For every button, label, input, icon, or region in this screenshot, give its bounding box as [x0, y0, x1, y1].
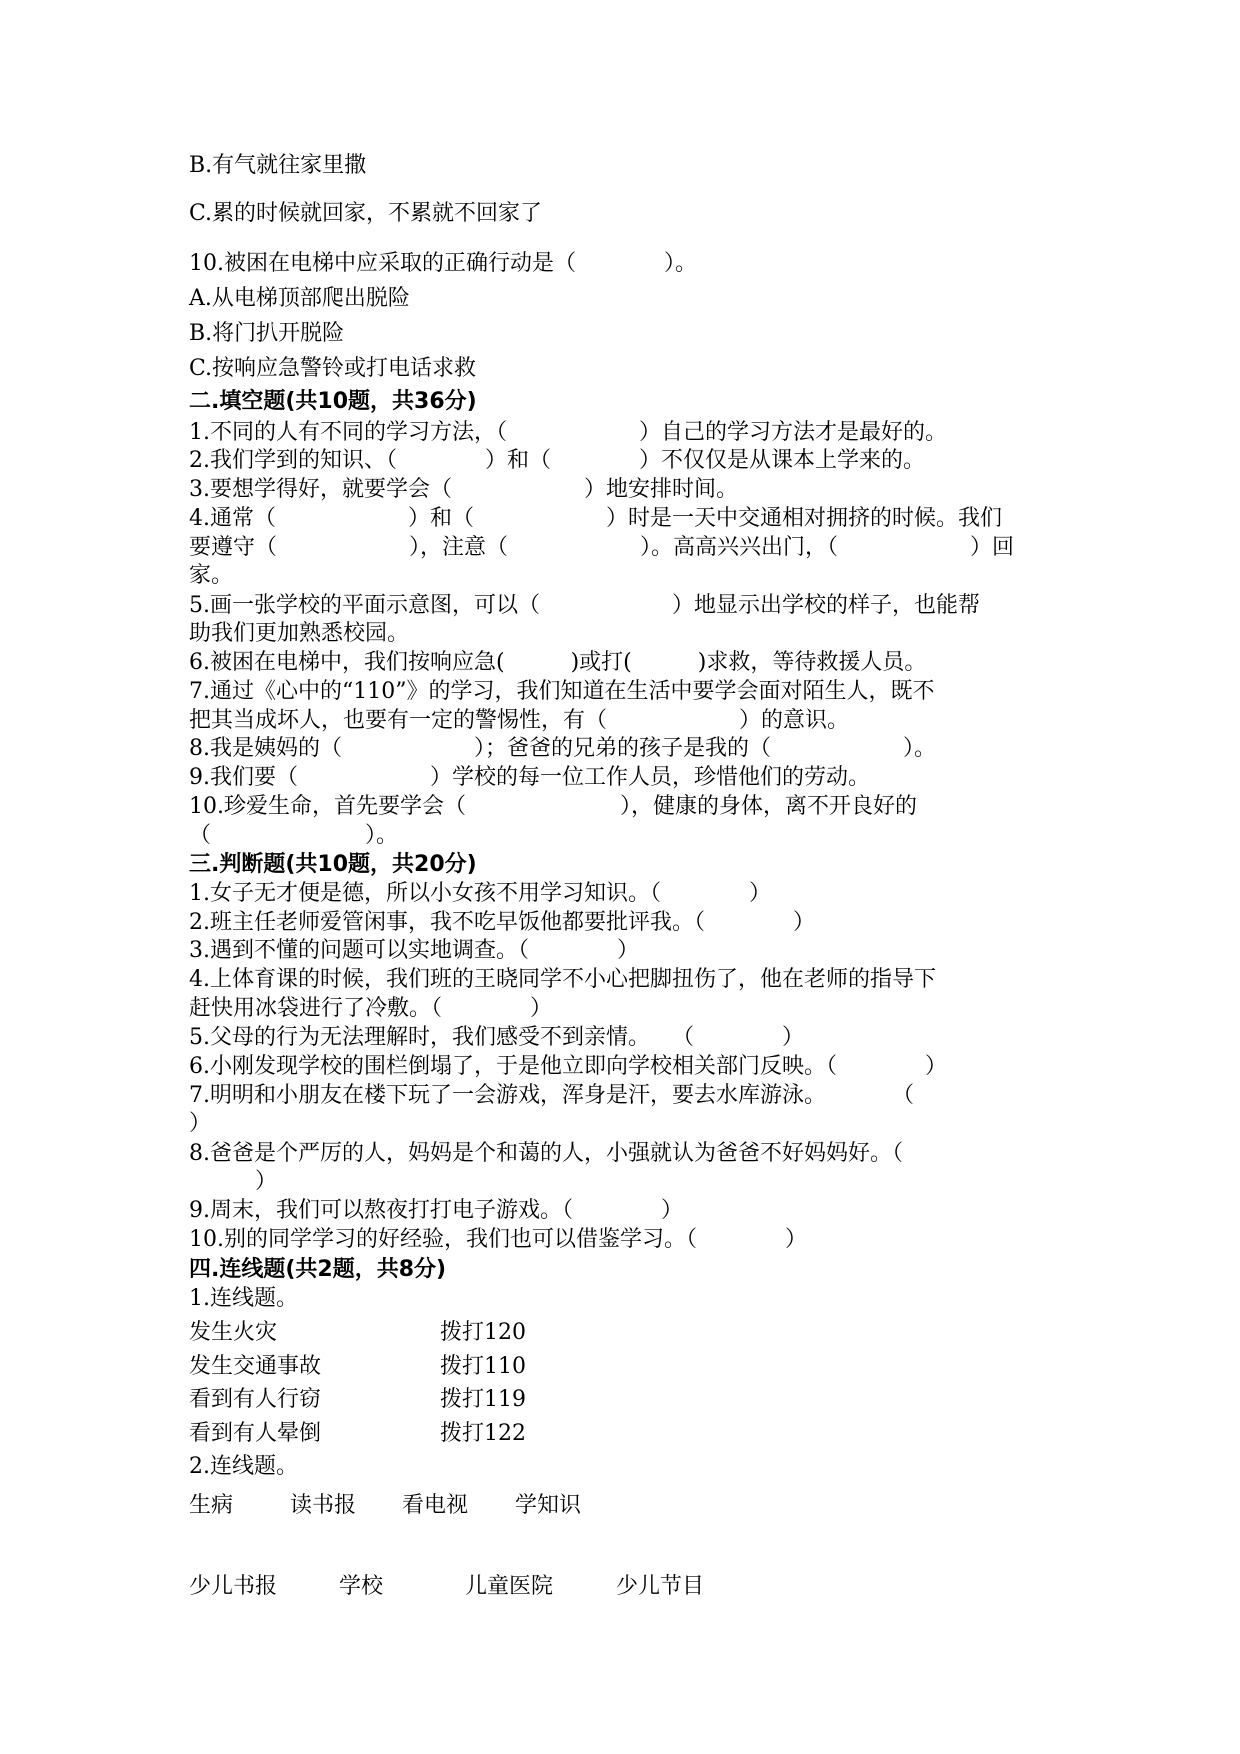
fill-line: 要遵守（ ），注意（ ）。高高兴兴出门，（ ）回 — [189, 535, 1015, 560]
match1-left-item: 发生交通事故 — [189, 1354, 322, 1379]
match2-bottom-item: 少儿书报 — [189, 1574, 278, 1599]
section-heading-fill-blank: 二.填空题(共10题，共36分) — [189, 389, 477, 414]
match1-left-item: 看到有人行窃 — [189, 1387, 322, 1412]
judge-line: 7.明明和小朋友在楼下玩了一会游戏，浑身是汗，要去水库游泳。 （ — [189, 1083, 914, 1108]
match1-left-item: 发生火灾 — [189, 1320, 278, 1345]
fill-line: 把其当成坏人，也要有一定的警惕性，有（ ）的意识。 — [189, 708, 850, 733]
q9-option-b: B.有气就往家里撒 — [189, 153, 367, 178]
fill-line: 7.通过《心中的“110”》的学习，我们知道在生活中要学会面对陌生人，既不 — [189, 679, 935, 704]
match2-stem: 2.连线题。 — [189, 1454, 298, 1479]
judge-line: 6.小刚发现学校的围栏倒塌了，于是他立即向学校相关部门反映。（ ） — [189, 1054, 947, 1079]
judge-line: 9.周末，我们可以熬夜打打电子游戏。（ ） — [189, 1198, 683, 1223]
match2-top-item: 生病 — [189, 1493, 234, 1518]
fill-line: 9.我们要（ ）学校的每一位工作人员，珍惜他们的劳动。 — [189, 765, 870, 790]
match1-right-item: 拨打110 — [440, 1354, 526, 1379]
fill-line: 2.我们学到的知识、（ ）和（ ）不仅仅是从课本上学来的。 — [189, 448, 925, 473]
fill-line: 5.画一张学校的平面示意图，可以（ ）地显示出学校的样子，也能帮 — [189, 593, 980, 618]
q9-option-c: C.累的时候就回家，不累就不回家了 — [189, 201, 543, 226]
judge-line: 5.父母的行为无法理解时，我们感受不到亲情。 （ ） — [189, 1025, 804, 1050]
q10-option-a: A.从电梯顶部爬出脱险 — [189, 286, 410, 311]
match1-right-item: 拨打119 — [440, 1387, 526, 1412]
judge-line: 2.班主任老师爱管闲事，我不吃早饭他都要批评我。（ ） — [189, 910, 815, 935]
match1-stem: 1.连线题。 — [189, 1286, 298, 1311]
judge-line: 3.遇到不懂的问题可以实地调查。（ ） — [189, 938, 639, 963]
judge-line: 8.爸爸是个严厉的人，妈妈是个和蔼的人，小强就认为爸爸不好妈妈好。（ — [189, 1141, 903, 1166]
fill-line: 10.珍爱生命，首先要学会（ ），健康的身体，离不开良好的 — [189, 794, 917, 819]
fill-line: 8.我是姨妈的（ ）；爸爸的兄弟的孩子是我的（ ）。 — [189, 736, 936, 761]
q10-option-c: C.按响应急警铃或打电话求救 — [189, 356, 477, 381]
fill-line: 家。 — [189, 563, 234, 588]
match1-right-item: 拨打120 — [440, 1320, 526, 1345]
section-heading-matching: 四.连线题(共2题，共8分) — [189, 1257, 447, 1282]
judge-line: ） — [189, 1169, 278, 1194]
judge-line: 10.别的同学学习的好经验，我们也可以借鉴学习。（ ） — [189, 1227, 807, 1252]
judge-line: ） — [189, 1111, 212, 1136]
match1-left-item: 看到有人晕倒 — [189, 1421, 322, 1446]
fill-line: 6.被困在电梯中，我们按响应急( )或打( )求救，等待救援人员。 — [189, 650, 927, 675]
q10-stem: 10.被困在电梯中应采取的正确行动是（ ）。 — [189, 251, 697, 276]
judge-line: 赶快用冰袋进行了冷敷。（ ） — [189, 996, 553, 1021]
match2-bottom-item: 少儿节目 — [616, 1574, 705, 1599]
judge-line: 4.上体育课的时候，我们班的王晓同学不小心把脚扭伤了，他在老师的指导下 — [189, 967, 936, 992]
fill-line: 1.不同的人有不同的学习方法，（ ）自己的学习方法才是最好的。 — [189, 420, 947, 445]
fill-line: 4.通常（ ）和（ ）时是一天中交通相对拥挤的时候。我们 — [189, 506, 1002, 531]
match2-bottom-item: 儿童医院 — [465, 1574, 554, 1599]
section-heading-judgement: 三.判断题(共10题，共20分) — [189, 852, 477, 877]
judge-line: 1.女子无才便是德，所以小女孩不用学习知识。（ ） — [189, 881, 771, 906]
match2-bottom-item: 学校 — [339, 1574, 384, 1599]
match2-top-item: 看电视 — [402, 1493, 469, 1518]
match1-right-item: 拨打122 — [440, 1421, 526, 1446]
fill-line: （ ）。 — [189, 823, 399, 848]
match2-top-item: 读书报 — [290, 1493, 357, 1518]
match2-top-item: 学知识 — [515, 1493, 582, 1518]
fill-line: 助我们更加熟悉校园。 — [189, 621, 410, 646]
fill-line: 3.要想学得好，就要学会（ ）地安排时间。 — [189, 477, 738, 502]
q10-option-b: B.将门扒开脱险 — [189, 321, 345, 346]
